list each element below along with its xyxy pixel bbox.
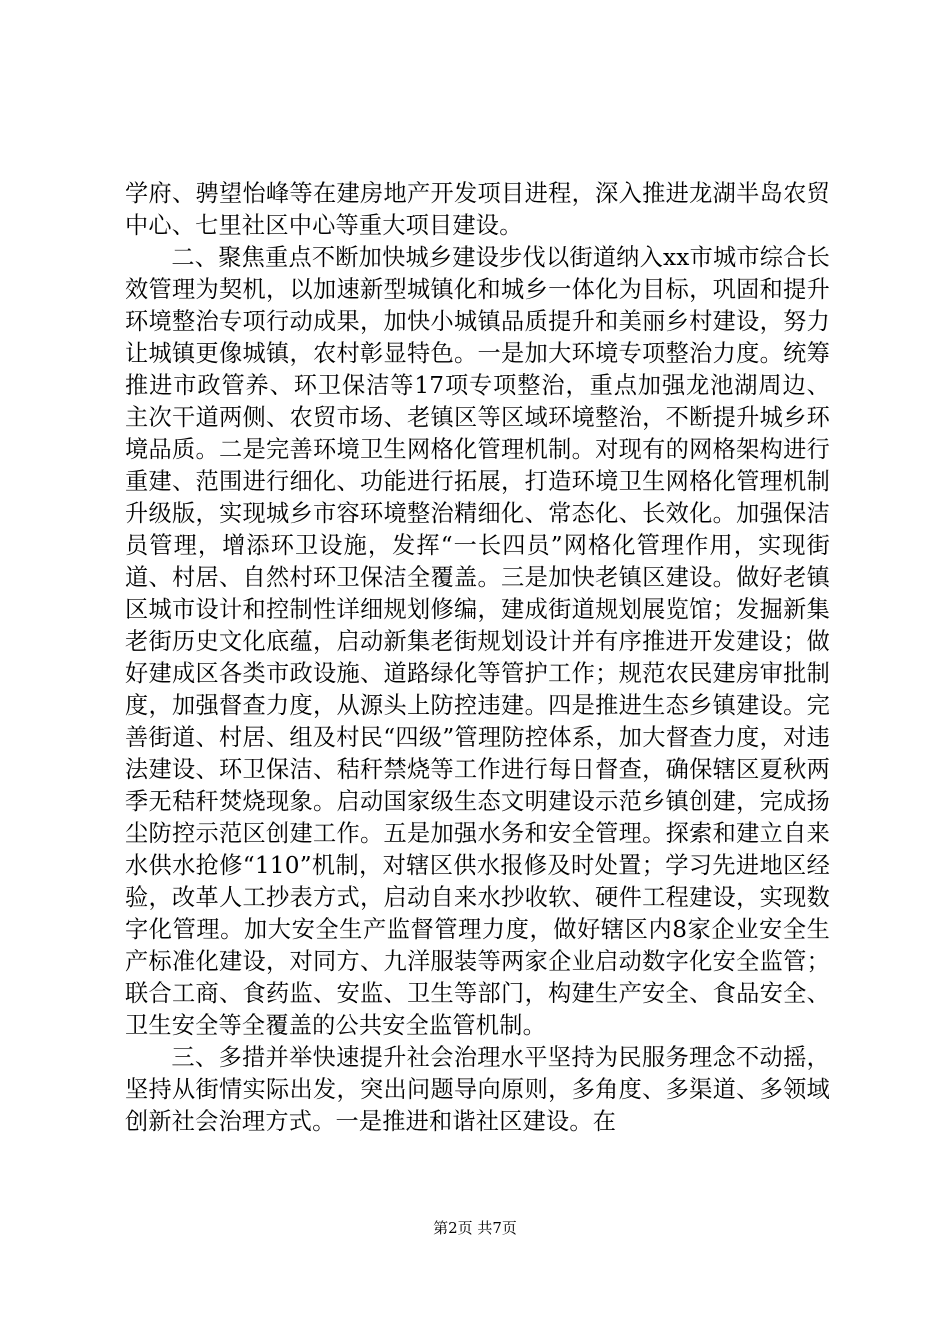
paragraph-section-three: 三、多措并举快速提升社会治理水平坚持为民服务理念不动摇，坚持从街情实际出发，突出问题导向原则，多角度、多渠道、多领域创新社会治理方式。一是推进和谐社区建设。在 bbox=[125, 1044, 830, 1135]
paragraph-continuation: 学府、骋望怡峰等在建房地产开发项目进程，深入推进龙湖半岛农贸中心、七里社区中心等重大项目建设。 bbox=[125, 180, 830, 239]
page-number-label: 第2页 共7页 bbox=[433, 1219, 517, 1237]
page-footer bbox=[0, 1218, 950, 1238]
document-body bbox=[125, 178, 830, 1138]
paragraph-section-two: 二、聚焦重点不断加快城乡建设步伐以街道纳入xx市城市综合长效管理为契机，以加速新型城镇化和城乡一体化为目标，巩固和提升环境整治专项行动成果，加快小城镇品质提升和美丽乡村建设，努力让城镇更像城镇，农村彰显特色。一是加大环境专项整治力度。统筹推进市政管养、环卫保洁等17项专项整治，重点加强龙池湖周边、主次干道两侧、农贸市场、老镇区等区域环境整治，不断提升城乡环境品质。二是完善环境卫生网格化管理机制。对现有的网格架构进行重建、范围进行细化、功能进行拓展，打造环境卫生网格化管理机制升级版，实现城乡市容环境整治精细化、常态化、长效化。加强保洁员管理，增添环卫设施，发挥“一长四员”网格化管理作用，实现街道、村居、自然村环卫保洁全覆盖。三是加快老镇区建设。做好老镇区城市设计和控制性详细规划修编，建成街道规划展览馆；发掘新集老街历史文化底蕴，启动新集老街规划设计并有序推进开发建设；做好建成区各类市政设施、道路绿化等管护工作；规范农民建房审批制度，加强督查力度，从源头上防控违建。四是推进生态乡镇建设。完善街道、村居、组及村民“四级”管理防控体系，加大督查力度，对违法建设、环卫保洁、秸秆禁烧等工作进行每日督查，确保辖区夏秋两季无秸秆焚烧现象。启动国家级生态文明建设示范乡镇创建，完成扬尘防控示范区创建工作。五是加强水务和安全管理。探索和建立自来水供水抢修“110”机制，对辖区供水报修及时处置；学习先进地区经验，改革人工抄表方式，启动自来水抄收软、硬件工程建设，实现数字化管理。加大安全生产监督管理力度，做好辖区内8家企业安全生产标准化建设，对同方、九洋服装等两家企业启动数字化安全监管；联合工商、食药监、安监、卫生等部门，构建生产安全、食品安全、卫生安全等全覆盖的公共安全监管机制。 bbox=[125, 244, 830, 1039]
